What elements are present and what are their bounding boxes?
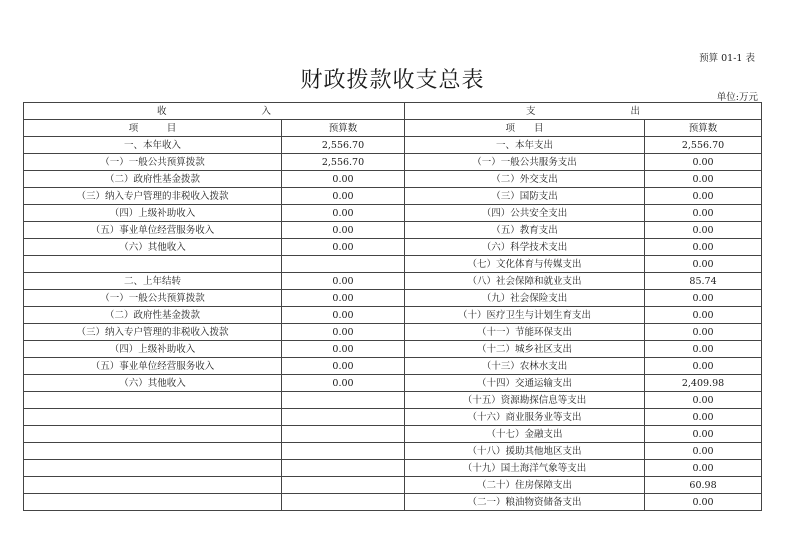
income-item-cell <box>24 494 282 511</box>
table-row <box>24 460 762 477</box>
income-item-header: 项 目 <box>24 120 282 137</box>
expense-amount-cell: 0.00 <box>645 239 762 256</box>
expense-item-cell: （十四）交通运输支出 <box>405 375 645 392</box>
income-amount-cell: 0.00 <box>282 239 405 256</box>
expense-amount-cell: 0.00 <box>645 409 762 426</box>
table-row <box>24 222 762 239</box>
income-amount-cell <box>282 256 405 273</box>
expense-amount-cell: 0.00 <box>645 443 762 460</box>
expense-item-cell: （九）社会保险支出 <box>405 290 645 307</box>
expense-item-cell: （十六）商业服务业等支出 <box>405 409 645 426</box>
page-title: 财政拨款收支总表 <box>300 68 485 93</box>
income-item-cell: 一、本年收入 <box>24 137 282 154</box>
income-amount-cell <box>282 494 405 511</box>
expense-amount-cell: 0.00 <box>645 205 762 222</box>
expense-item-cell: （十九）国土海洋气象等支出 <box>405 460 645 477</box>
expense-amount-cell: 0.00 <box>645 392 762 409</box>
expense-item-cell: （十八）援助其他地区支出 <box>405 443 645 460</box>
income-item-cell <box>24 392 282 409</box>
income-amount-cell: 2,556.70 <box>282 154 405 171</box>
income-amount-cell: 0.00 <box>282 324 405 341</box>
income-amount-cell <box>282 460 405 477</box>
expense-amount-header: 预算数 <box>645 120 762 137</box>
income-amount-cell: 0.00 <box>282 205 405 222</box>
expense-amount-cell: 2,409.98 <box>645 375 762 392</box>
table-row <box>24 273 762 290</box>
expense-item-cell: （二十）住房保障支出 <box>405 477 645 494</box>
table-row <box>24 324 762 341</box>
table-row <box>24 307 762 324</box>
expense-item-cell: （十一）节能环保支出 <box>405 324 645 341</box>
expense-amount-cell: 2,556.70 <box>645 137 762 154</box>
table-row <box>24 409 762 426</box>
income-item-cell: （一）一般公共预算拨款 <box>24 290 282 307</box>
income-item-cell: （三）纳入专户管理的非税收入拨款 <box>24 324 282 341</box>
table-row <box>24 477 762 494</box>
income-item-cell: （二）政府性基金拨款 <box>24 307 282 324</box>
table-row <box>24 392 762 409</box>
expense-item-cell: （二一）粮油物资储备支出 <box>405 494 645 511</box>
expense-item-cell: 一、本年支出 <box>405 137 645 154</box>
expense-item-cell: （十七）金融支出 <box>405 426 645 443</box>
expense-amount-cell: 0.00 <box>645 307 762 324</box>
expense-amount-cell: 0.00 <box>645 460 762 477</box>
income-amount-cell: 0.00 <box>282 358 405 375</box>
expense-amount-cell: 0.00 <box>645 188 762 205</box>
unit-label: 单位:万元 <box>716 92 758 103</box>
expense-item-cell: （十二）城乡社区支出 <box>405 341 645 358</box>
income-item-cell: （六）其他收入 <box>24 239 282 256</box>
expense-item-cell: （一）一般公共服务支出 <box>405 154 645 171</box>
income-amount-cell: 0.00 <box>282 273 405 290</box>
table-row <box>24 171 762 188</box>
expense-amount-cell: 0.00 <box>645 154 762 171</box>
table-row <box>24 494 762 511</box>
expense-amount-cell: 0.00 <box>645 341 762 358</box>
table-row <box>24 239 762 256</box>
income-item-cell <box>24 460 282 477</box>
income-item-cell: （四）上级补助收入 <box>24 205 282 222</box>
table-row <box>24 375 762 392</box>
income-item-cell <box>24 477 282 494</box>
expense-item-cell: （七）文化体育与传媒支出 <box>405 256 645 273</box>
income-amount-cell <box>282 392 405 409</box>
expense-section-header: 支 出 <box>405 103 762 120</box>
income-amount-cell <box>282 426 405 443</box>
income-amount-cell: 0.00 <box>282 341 405 358</box>
expense-amount-cell: 60.98 <box>645 477 762 494</box>
income-item-cell <box>24 426 282 443</box>
table-row <box>24 137 762 154</box>
expense-item-header: 项 目 <box>405 120 645 137</box>
table-row <box>24 290 762 307</box>
income-item-cell: （三）纳入专户管理的非税收入拨款 <box>24 188 282 205</box>
table-row <box>24 426 762 443</box>
expense-amount-cell: 0.00 <box>645 290 762 307</box>
budget-table <box>23 102 762 511</box>
income-amount-cell: 0.00 <box>282 307 405 324</box>
expense-item-cell: （十三）农林水支出 <box>405 358 645 375</box>
expense-amount-cell: 0.00 <box>645 171 762 188</box>
income-amount-cell: 2,556.70 <box>282 137 405 154</box>
table-row <box>24 205 762 222</box>
income-section-header: 收 入 <box>24 103 405 120</box>
expense-amount-cell: 85.74 <box>645 273 762 290</box>
income-amount-cell: 0.00 <box>282 375 405 392</box>
income-amount-cell <box>282 477 405 494</box>
table-row <box>24 188 762 205</box>
income-item-cell <box>24 256 282 273</box>
expense-item-cell: （二）外交支出 <box>405 171 645 188</box>
income-item-cell: （五）事业单位经营服务收入 <box>24 222 282 239</box>
expense-amount-cell: 0.00 <box>645 494 762 511</box>
income-item-cell: 二、上年结转 <box>24 273 282 290</box>
income-amount-cell: 0.00 <box>282 188 405 205</box>
column-header-row <box>24 120 762 137</box>
income-amount-header: 预算数 <box>282 120 405 137</box>
expense-item-cell: （四）公共安全支出 <box>405 205 645 222</box>
expense-item-cell: （十）医疗卫生与计划生育支出 <box>405 307 645 324</box>
expense-amount-cell: 0.00 <box>645 358 762 375</box>
income-amount-cell <box>282 409 405 426</box>
table-row <box>24 341 762 358</box>
income-amount-cell: 0.00 <box>282 222 405 239</box>
expense-amount-cell: 0.00 <box>645 426 762 443</box>
income-item-cell <box>24 409 282 426</box>
expense-item-cell: （三）国防支出 <box>405 188 645 205</box>
income-amount-cell: 0.00 <box>282 290 405 307</box>
table-row <box>24 443 762 460</box>
expense-amount-cell: 0.00 <box>645 256 762 273</box>
income-amount-cell <box>282 443 405 460</box>
income-item-cell: （六）其他收入 <box>24 375 282 392</box>
table-code: 预算 01-1 表 <box>699 53 755 64</box>
income-item-cell: （一）一般公共预算拨款 <box>24 154 282 171</box>
expense-item-cell: （六）科学技术支出 <box>405 239 645 256</box>
income-item-cell: （二）政府性基金拨款 <box>24 171 282 188</box>
table-row <box>24 358 762 375</box>
expense-amount-cell: 0.00 <box>645 222 762 239</box>
table-row <box>24 256 762 273</box>
income-amount-cell: 0.00 <box>282 171 405 188</box>
income-item-cell: （五）事业单位经营服务收入 <box>24 358 282 375</box>
section-header-row <box>24 103 762 120</box>
table-row <box>24 154 762 171</box>
income-item-cell <box>24 443 282 460</box>
expense-item-cell: （十五）资源勘探信息等支出 <box>405 392 645 409</box>
expense-item-cell: （五）教育支出 <box>405 222 645 239</box>
expense-item-cell: （八）社会保障和就业支出 <box>405 273 645 290</box>
expense-amount-cell: 0.00 <box>645 324 762 341</box>
income-item-cell: （四）上级补助收入 <box>24 341 282 358</box>
